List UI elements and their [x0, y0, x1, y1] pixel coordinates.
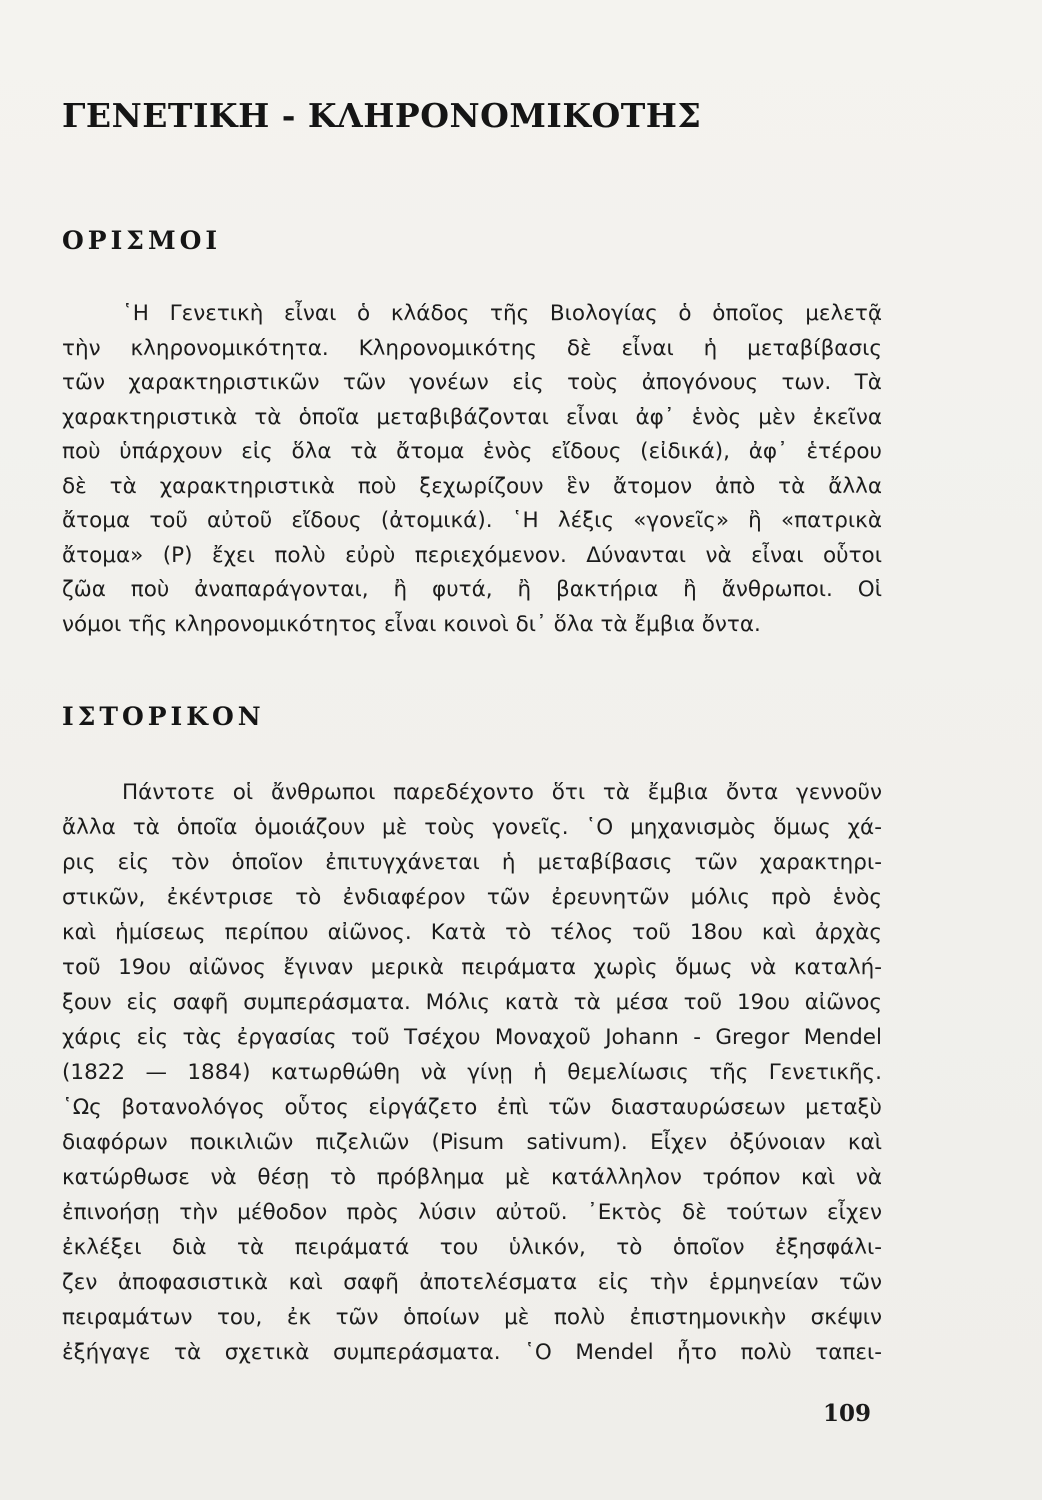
text-line: (1822 — 1884) κατωρθώθη νὰ γίνῃ ἡ θεμελίωσις τῆς Γενετικῆς.: [62, 1060, 882, 1085]
text-line: ἐκλέξει διὰ τὰ πειράματά του ὑλικόν, τὸ ὁποῖον ἐξησφάλι-: [62, 1235, 882, 1260]
text-line: ποὺ ὑπάρχουν εἰς ὅλα τὰ ἄτομα ἑνὸς εἴδους (εἰδικά), ἀφ᾿ ἑτέρου: [62, 439, 882, 464]
chapter-title: ΓΕΝΕΤΙΚΗ - ΚΛΗΡΟΝΟΜΙΚΟΤΗΣ: [62, 96, 702, 135]
text-line: ἐπινοήσῃ τὴν μέθοδον πρὸς λύσιν αὐτοῦ. ᾿Εκτὸς δὲ τούτων εἶχεν: [62, 1200, 882, 1225]
text-line: ἄτομα» (P) ἔχει πολὺ εὐρὺ περιεχόμενον. Δύνανται νὰ εἶναι οὗτοι: [62, 542, 882, 568]
paragraph-history: [62, 775, 882, 1370]
text-line: ζῶα ποὺ ἀναπαράγονται, ἢ φυτά, ἢ βακτήρια ἢ ἄνθρωποι. Οἱ: [62, 577, 882, 602]
section-heading-history: ΙΣΤΟΡΙΚΟΝ: [62, 702, 265, 731]
text-line: πειραμάτων του, ἐκ τῶν ὁποίων μὲ πολὺ ἐπιστημονικὴν σκέψιν: [62, 1305, 882, 1330]
section-heading-definitions: ΟΡΙΣΜΟΙ: [62, 226, 222, 255]
text-line: Πάντοτε οἱ ἄνθρωποι παρεδέχοντο ὅτι τὰ ἔμβια ὄντα γεννοῦν: [122, 780, 882, 805]
text-line: ξουν εἰς σαφῆ συμπεράσματα. Μόλις κατὰ τὰ μέσα τοῦ 19ου αἰῶνος: [62, 990, 882, 1015]
text-line: ἄλλα τὰ ὁποῖα ὁμοιάζουν μὲ τοὺς γονεῖς. ῾Ο μηχανισμὸς ὅμως χά-: [62, 815, 882, 840]
text-line: ῾Ως βοτανολόγος οὗτος εἰργάζετο ἐπὶ τῶν διασταυρώσεων μεταξὺ: [62, 1095, 882, 1120]
page-number: 109: [823, 1400, 872, 1427]
text-line: ρις εἰς τὸν ὁποῖον ἐπιτυγχάνεται ἡ μεταβίβασις τῶν χαρακτηρι-: [62, 850, 882, 875]
text-line: ζεν ἀποφασιστικὰ καὶ σαφῆ ἀποτελέσματα εἰς τὴν ἑρμηνείαν τῶν: [62, 1270, 882, 1295]
text-line: καὶ ἡμίσεως περίπου αἰῶνος. Κατὰ τὸ τέλος τοῦ 18ου καὶ ἀρχὰς: [62, 920, 882, 945]
text-line: ἐξήγαγε τὰ σχετικὰ συμπεράσματα. ῾Ο Mendel ἦτο πολὺ ταπει-: [62, 1340, 882, 1365]
text-line: κατώρθωσε νὰ θέσῃ τὸ πρόβλημα μὲ κατάλληλον τρόπον καὶ νὰ: [62, 1165, 882, 1190]
text-line: τοῦ 19ου αἰῶνος ἔγιναν μερικὰ πειράματα χωρὶς ὅμως νὰ καταλή-: [62, 955, 882, 980]
text-line: χαρακτηριστικὰ τὰ ὁποῖα μεταβιβάζονται εἶναι ἀφ᾿ ἑνὸς μὲν ἐκεῖνα: [62, 404, 882, 430]
text-line: νόμοι τῆς κληρονομικότητος εἶναι κοινοὶ δι᾿ ὅλα τὰ ἔμβια ὄντα.: [62, 611, 761, 637]
text-line: τὴν κληρονομικότητα. Κληρονομικότης δὲ εἶναι ἡ μεταβίβασις: [62, 335, 882, 361]
text-line: ῾Η Γενετικὴ εἶναι ὁ κλάδος τῆς Βιολογίας ὁ ὁποῖος μελετᾷ: [122, 301, 882, 326]
text-line: διαφόρων ποικιλιῶν πιζελιῶν (Pisum sativum). Εἶχεν ὀξύνοιαν καὶ: [62, 1130, 882, 1155]
text-line: στικῶν, ἐκέντρισε τὸ ἐνδιαφέρον τῶν ἐρευνητῶν μόλις πρὸ ἑνὸς: [62, 885, 882, 910]
text-line: χάρις εἰς τὰς ἐργασίας τοῦ Τσέχου Μοναχοῦ Johann - Gregor Mendel: [62, 1025, 882, 1050]
text-line: δὲ τὰ χαρακτηριστικὰ ποὺ ξεχωρίζουν ἓν ἄτομον ἀπὸ τὰ ἄλλα: [62, 473, 882, 499]
paragraph-definitions: [62, 297, 882, 642]
text-line: ἄτομα τοῦ αὐτοῦ εἴδους (ἀτομικά). ῾Η λέξις «γονεῖς» ἢ «πατρικὰ: [62, 508, 882, 533]
text-line: τῶν χαρακτηριστικῶν τῶν γονέων εἰς τοὺς ἀπογόνους των. Τὰ: [62, 370, 882, 395]
